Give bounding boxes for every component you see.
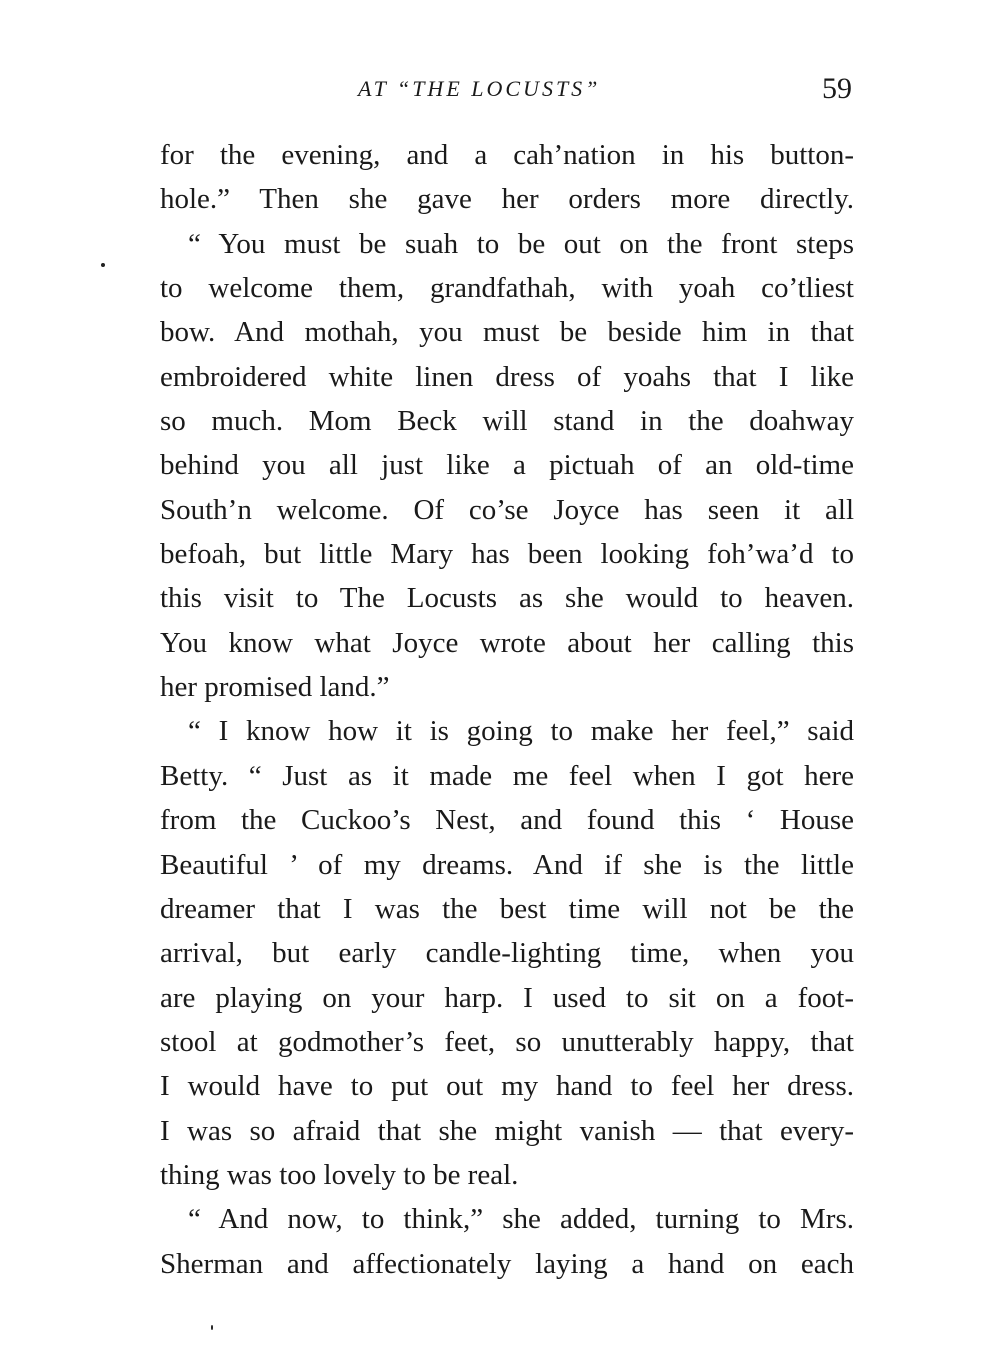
text-line: bow. And mothah, you must be beside him in that: [160, 316, 854, 349]
text-line: behind you all just like a pictuah of an old-time: [160, 449, 854, 482]
text-line: embroidered white linen dress of yoahs that I like: [160, 360, 854, 393]
text-line: this visit to The Locusts as she would to heaven.: [160, 582, 854, 615]
ink-speck: [211, 1325, 213, 1330]
text-line: so much. Mom Beck will stand in the doahway: [160, 405, 854, 438]
text-line: hole.” Then she gave her orders more directly.: [160, 183, 854, 216]
text-line: dreamer that I was the best time will not be the: [160, 892, 854, 925]
text-line: for the evening, and a cah’nation in his button-: [160, 139, 854, 171]
text-line: Betty. “ Just as it made me feel when I got here: [160, 759, 854, 792]
text-line: I was so afraid that she might vanish — that every-: [160, 1114, 854, 1147]
text-line: “ And now, to think,” she added, turning to Mrs.: [188, 1203, 854, 1236]
text-line: Sherman and affectionately laying a hand on each: [160, 1247, 854, 1280]
text-line: “ You must be suah to be out on the front steps: [188, 227, 854, 260]
text-line: befoah, but little Mary has been looking foh’wa’d to: [160, 538, 854, 571]
text-line: “ I know how it is going to make her feel,” said: [188, 715, 854, 748]
text-line: from the Cuckoo’s Nest, and found this ‘ House: [160, 804, 854, 837]
text-line: stool at godmother’s feet, so unutterably happy, that: [160, 1025, 854, 1058]
text-line: You know what Joyce wrote about her calling this: [160, 626, 854, 659]
text-line: South’n welcome. Of co’se Joyce has seen it all: [160, 493, 854, 526]
text-line: to welcome them, grandfathah, with yoah co’tliest: [160, 272, 854, 305]
running-title: AT “THE LOCUSTS”: [358, 76, 601, 101]
running-head: [160, 70, 854, 110]
text-line: her promised land.”: [160, 671, 390, 704]
text-line: are playing on your harp. I used to sit on a foot-: [160, 981, 854, 1014]
ink-speck: [101, 263, 105, 267]
text-line: I would have to put out my hand to feel her dress.: [160, 1070, 854, 1103]
text-line: arrival, but early candle-lighting time, when you: [160, 937, 854, 970]
text-line: Beautiful ’ of my dreams. And if she is the little: [160, 848, 854, 881]
body-text: [160, 133, 854, 1286]
text-line: thing was too lovely to be real.: [160, 1158, 519, 1191]
page-number: 59: [822, 72, 852, 105]
